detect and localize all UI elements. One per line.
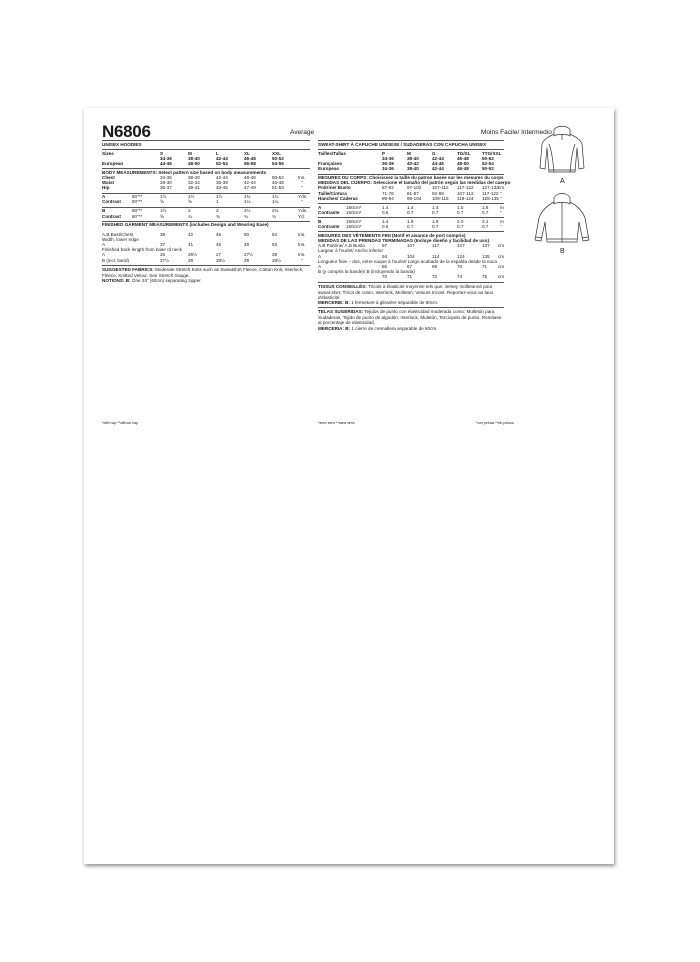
hoodie-a-line-drawing-icon <box>532 124 592 180</box>
body-row: Chest 34-36 38-40 42-44 46-48 50-52 Ins. <box>102 175 306 180</box>
body-row: Poitrine/ Busto 87-92 97-102 107-112 117-122 127-132 cm <box>318 185 505 191</box>
section-title-fr-es: SWEAT-SHIRT À CAPUCHE UNISEXE / SUDADERAS CON CAPUCHA UNISEX <box>318 141 487 147</box>
yardage-row: A 150cm* 1.4 1.4 1.4 1.5 1.8 m <box>318 204 504 210</box>
footnote-en: *with nap **without nap <box>102 421 138 425</box>
body-row: Hanches/ Caderas 89-94 99-104 109-115 119-124 128-135 " <box>318 195 502 201</box>
width-a-row: A 94 104 114 124 135 cm <box>318 253 505 259</box>
fabrics-es: TELAS SUGERIDAS: Tejidos de punto con elasticidad moderada como: Mulletón para Sudaderas, Tejido de punto de algodón, Interlock, Muletón, Terciopelo de punto. Remitase al porcentaje de elasticidad. <box>318 309 502 326</box>
finished-measurements-heading: FINISHED GARMENT MEASUREMENTS (includes Design and Wearing Ease) <box>102 222 269 228</box>
fabrics-fr: TISSUS CONSEILLÉS: Tricots à élasticité moyenne tels que: Jersey molletonné pour sweat-shirt, Tricot de coton, Interlock, Molleton, Velours tricoté. Reportez-vous au taux d'élasticité. <box>318 284 494 300</box>
yardage-row: Contraste 150cm* 0.6 0.7 0.7 0.7 0.7 " <box>318 223 502 229</box>
size-header-row: Sizes S M L XL XXL <box>102 150 281 156</box>
width-a-row: A 37 41 45 49 53 Ins. <box>102 241 306 247</box>
back-length-label-row: Finished back length from base of neck <box>102 247 182 253</box>
difficulty-fr-es: Moins Facile/ Intermedio <box>481 129 552 136</box>
notions: NOTIONS: B: One 24" (60cm) separating zipper. <box>102 278 202 284</box>
suggested-fabrics: SUGGESTED FABRICS: Moderate Stretch Knits such as Sweatshirt Fleece, Cotton Knit, Interlock, Fleece, Knitted Velour. See Stretch Gauge. <box>102 267 304 278</box>
body-heading-fr: MESURES DU CORPS: Choisissez la taille du patron basée sur les mesures du corps <box>318 175 504 180</box>
size-number-row: 34-36 38-40 42-44 46-48 50-52 <box>160 155 284 161</box>
view-b <box>532 192 592 253</box>
back-b-row: 70 71 72 74 75 cm <box>382 274 505 280</box>
hoodie-b-zip-line-drawing-icon <box>532 192 592 248</box>
english-column <box>102 139 310 284</box>
body-row: Hip 35-37 39-41 43-45 47-49 51-53 " <box>102 185 303 191</box>
european-size-row: European 44-46 48-50 52-54 56-58 54-56 <box>102 160 284 166</box>
french-size-row: Françaises 36-38 40-42 44-46 48-50 52-54 <box>318 160 494 166</box>
finished-heading-fr: MESURES DES VÊTEMENTS FINI (Motif et aisance de port compris) <box>318 232 466 238</box>
yardage-row: A 60"** 1½ 1½ 1½ 1¾ 1¾ Yds. <box>102 194 308 200</box>
width-label-row: Largeur à l'ourlet/ Ancho inferior <box>318 248 383 254</box>
yardage-row: B 150cm* 1.4 1.9 1.9 2.0 2.1 m <box>318 218 504 224</box>
finished-heading-es: MEDIDAS DE LAS PRENDAS TERMINADAS (Incluye diseño y facilidad de uso) <box>318 237 490 243</box>
yardage-row: B 60"** 1½ 2 2 2¼ 2¼ Yds. <box>102 208 308 214</box>
yardage-row: Contrast 60"** ⅝ ¾ ¾ ¾ ¾ Yd. <box>102 213 305 219</box>
yardage-row: Contrast 60"** ⅝ ⅝ 1 1¼ 1¼ " <box>102 199 303 205</box>
french-spanish-column <box>318 139 511 331</box>
size-number-row: 34-36 38-40 42-44 46-48 50-52 <box>382 155 494 161</box>
width-label-row: Width, lower edge <box>102 236 139 242</box>
pattern-number: N6806 <box>102 122 151 141</box>
section-title: UNISEX HOODIES <box>102 141 142 147</box>
back-a-row: A 26 26½ 27 27½ 28 Ins. <box>102 252 306 258</box>
footnote-fr: *avec sens **sans sens <box>318 421 355 425</box>
yardage-row: Contraste 150cm* 0.6 0.7 0.7 0.7 0.7 " <box>318 209 502 215</box>
body-row: Waist 28-30 32-34 36-39 42-44 46-48 " <box>102 180 303 186</box>
size-header-row: Tailles/Tallas P M G TG/XL TTG/XXL <box>318 150 502 156</box>
body-measurements-heading: BODY MEASUREMENTS: Select pattern size based on body measurements <box>102 169 267 175</box>
difficulty-en: Average <box>290 129 315 136</box>
view-a <box>532 124 592 185</box>
body-row: Taille/Cintura 71-76 81-87 92-99 107-112 117-122 " <box>318 190 502 196</box>
pattern-envelope-sheet <box>84 108 614 864</box>
back-b-row: B (incl. band) 27½ 28 28½ 29 29½ " <box>102 257 303 263</box>
back-length-label-row: Longueur finie – dos, entre nuque à l'ourlet/ Largo acabado de la espalda desde la nuca <box>318 258 497 264</box>
finished-bust-row: A,B Poitrine/ A,B Busto 97 107 117 127 137 cm <box>318 243 505 249</box>
back-a-row: A 66 67 69 70 71 cm <box>318 263 505 269</box>
body-heading-es: MEDIDAS DEL CUERPO: Seleccione el tamaño del patrón según las medidas del cuerpo <box>318 180 511 186</box>
notions-es: MERCERIA: B: 1 cierre de cremallera separable de 60cm. <box>318 325 438 331</box>
european-size-row: Europeas 34-36 38-40 42-44 46-48 50-52 <box>318 166 494 172</box>
view-a-label: A <box>560 178 565 185</box>
finished-bust-row: A,B Bust/Chest 38 42 46 50 54 Ins. <box>102 231 306 237</box>
notions-fr: MERCERIE: B: 1 fermeture à glissière séparable de 60cm. <box>318 300 439 306</box>
view-b-label: B <box>560 248 565 255</box>
footnote-es: *con pelusa **sin pelusa <box>476 421 514 425</box>
back-b-label-row: B (y compris la bande)/ B (incluyendo la banda) <box>318 269 415 275</box>
